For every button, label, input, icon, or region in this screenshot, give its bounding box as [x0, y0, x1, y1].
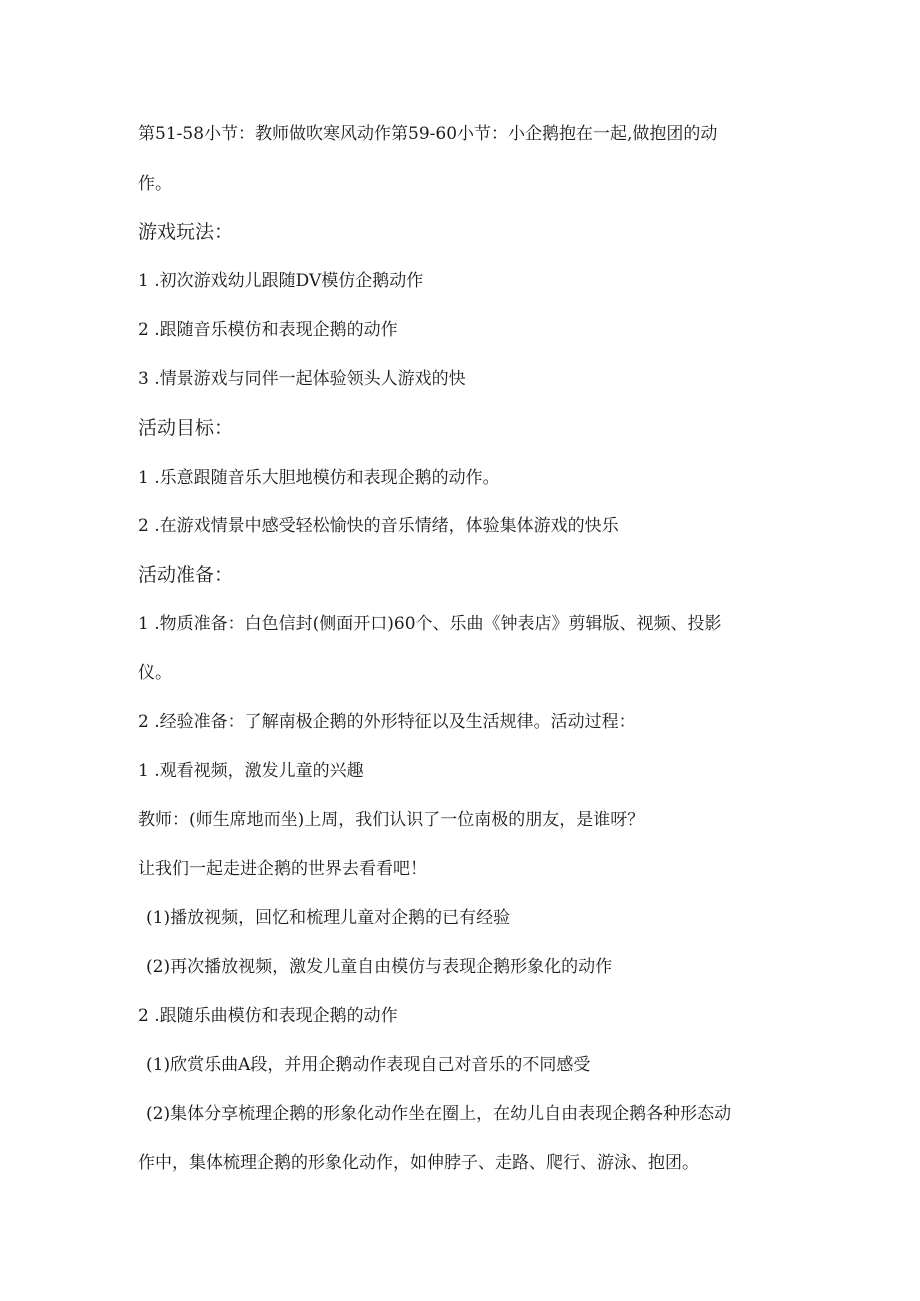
list-item: 1 .物质准备：白色信封(侧面开口)60个、乐曲《钟表店》剪辑版、视频、投影 [138, 614, 722, 634]
text-line: 让我们一起走进企鹅的世界去看看吧！ [138, 859, 427, 879]
sub-list-item: (1)播放视频，回忆和梳理儿童对企鹅的已有经验 [146, 908, 511, 928]
list-item: 2 .在游戏情景中感受轻松愉快的音乐情绪，体验集体游戏的快乐 [138, 516, 619, 536]
section-heading-activity-goals: 活动目标： [138, 417, 234, 439]
sub-list-item: (2)再次播放视频，激发儿童自由模仿与表现企鹅形象化的动作 [146, 957, 613, 977]
text-line: 教师：(师生席地而坐)上周，我们认识了一位南极的朋友，是谁呀？ [138, 810, 645, 830]
section-heading-game-rules: 游戏玩法： [138, 221, 234, 243]
text-line: 第51-58小节：教师做吹寒风动作第59-60小节：小企鹅抱在一起,做抱团的动 [138, 124, 718, 144]
list-item: 2 .跟随音乐模仿和表现企鹅的动作 [138, 320, 398, 340]
list-item: 2 .经验准备：了解南极企鹅的外形特征以及生活规律。活动过程： [138, 712, 636, 732]
sub-list-item: (2)集体分享梳理企鹅的形象化动作坐在圈上，在幼儿自由表现企鹅各种形态动 [146, 1104, 732, 1124]
list-item: 3 .情景游戏与同伴一起体验领头人游戏的快 [138, 369, 466, 389]
list-item: 2 .跟随乐曲模仿和表现企鹅的动作 [138, 1006, 398, 1026]
list-item: 1 .初次游戏幼儿跟随DV模仿企鹅动作 [138, 271, 424, 291]
section-heading-activity-preparation: 活动准备： [138, 564, 234, 586]
text-line: 作中，集体梳理企鹅的形象化动作，如伸脖子、走路、爬行、游泳、抱团。 [138, 1153, 699, 1173]
text-line: 作。 [138, 174, 172, 194]
list-item: 1 .乐意跟随音乐大胆地模仿和表现企鹅的动作。 [138, 468, 500, 488]
sub-list-item: (1)欣赏乐曲A段，并用企鹅动作表现自己对音乐的不同感受 [146, 1055, 591, 1075]
list-item: 1 .观看视频，激发儿童的兴趣 [138, 761, 364, 781]
text-line: 仪。 [138, 663, 172, 683]
